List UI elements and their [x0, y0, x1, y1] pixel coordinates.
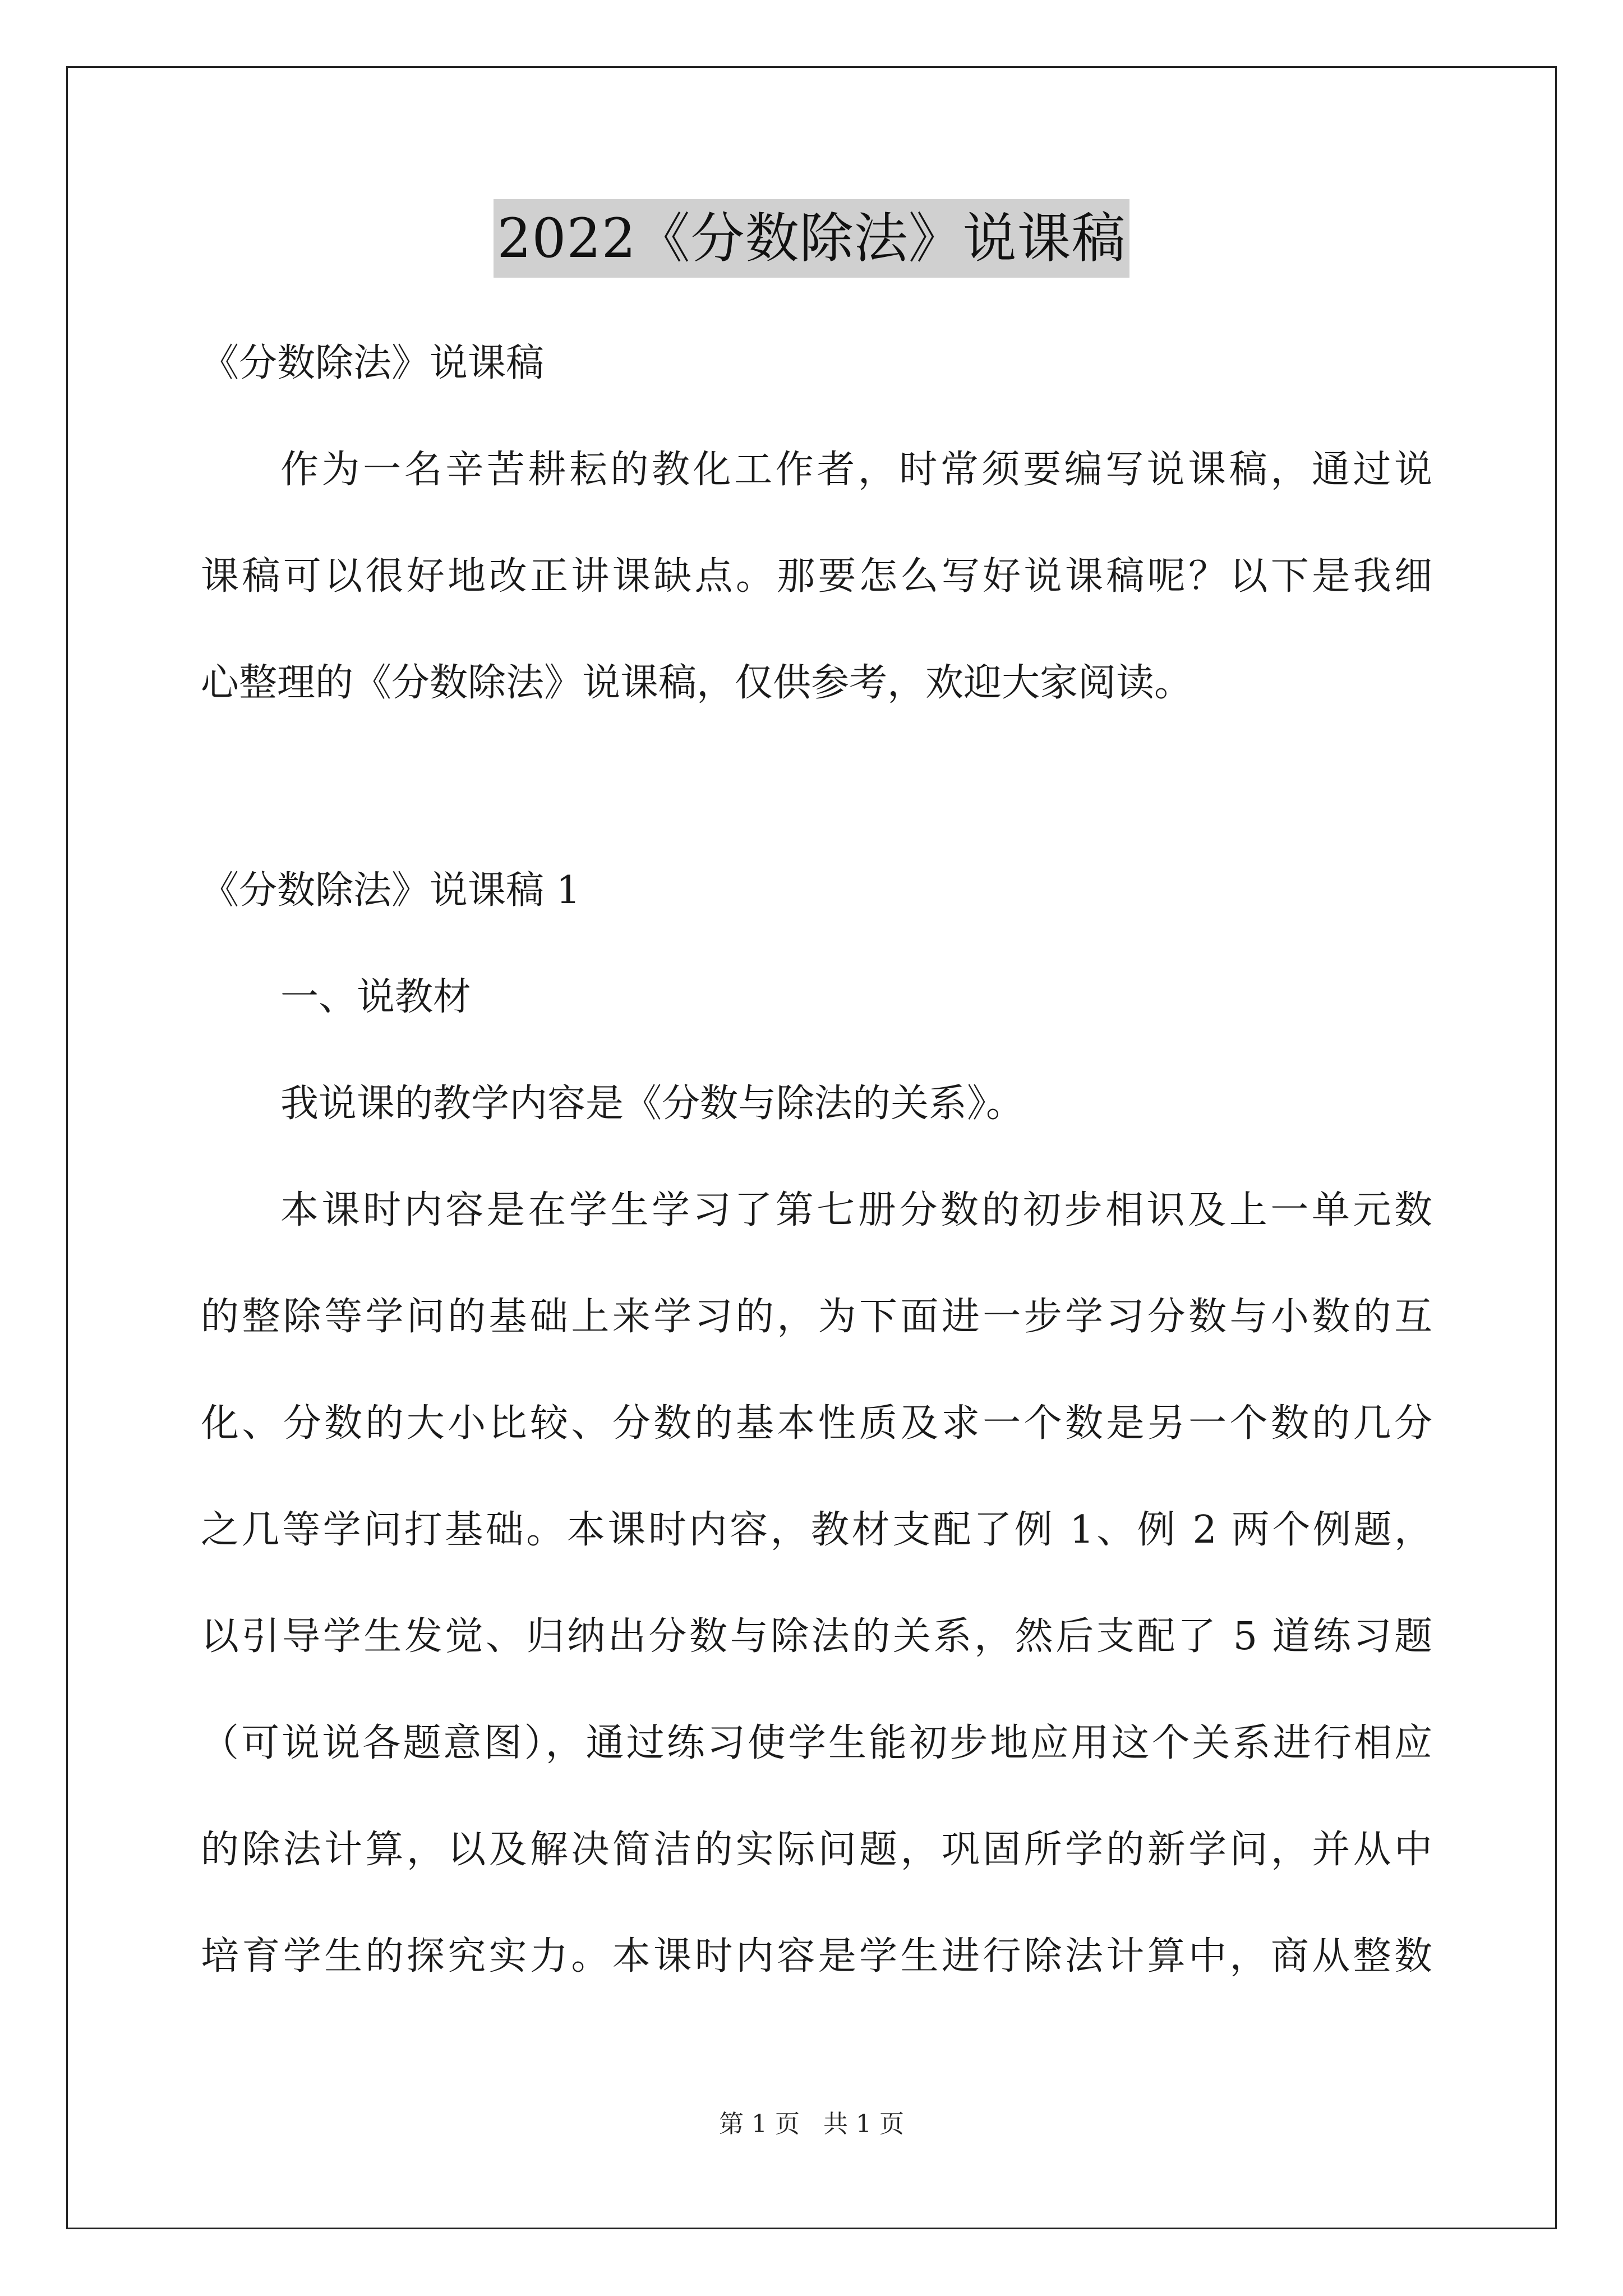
body-line: 本课时内容是在学生学习了第七册分数的初步相识及上一单元数 — [280, 1188, 1432, 1232]
subtitle: 《分数除法》说课稿 — [201, 341, 545, 385]
body-line: 化、分数的大小比较、分数的基本性质及求一个数是另一个数的几分 — [201, 1401, 1432, 1446]
body-line: 的除法计算，以及解决简洁的实际问题，巩固所学的新学问，并从中 — [201, 1828, 1432, 1872]
body-line: 以引导学生发觉、归纳出分数与除法的关系，然后支配了 5 道练习题 — [201, 1614, 1432, 1659]
intro-line: 课稿可以很好地改正讲课缺点。那要怎么写好说课稿呢？以下是我细 — [201, 554, 1432, 599]
intro-line: 心整理的《分数除法》说课稿，仅供参考，欢迎大家阅读。 — [201, 661, 1193, 705]
page-border — [66, 66, 1557, 2229]
page-total: 共 1 页 — [823, 2110, 904, 2138]
title-container — [0, 199, 1623, 278]
part-heading: 一、说教材 — [280, 975, 472, 1019]
body-line: 之几等学问打基础。本课时内容，教材支配了例 1、例 2 两个例题， — [201, 1508, 1433, 1552]
document-title: 2022《分数除法》说课稿 — [494, 199, 1129, 278]
page-footer — [0, 2104, 1623, 2139]
body-line: （可说说各题意图），通过练习使学生能初步地应用这个关系进行相应 — [201, 1721, 1432, 1765]
section-heading: 《分数除法》说课稿 1 — [201, 868, 580, 913]
intro-line: 作为一名辛苦耕耘的教化工作者，时常须要编写说课稿，通过说 — [280, 448, 1432, 492]
content-line: 我说课的教学内容是《分数与除法的关系》。 — [280, 1082, 1025, 1126]
body-line: 培育学生的探究实力。本课时内容是学生进行除法计算中，商从整数 — [201, 1934, 1432, 1978]
page-number: 第 1 页 — [719, 2110, 800, 2138]
body-line: 的整除等学问的基础上来学习的，为下面进一步学习分数与小数的互 — [201, 1295, 1432, 1339]
